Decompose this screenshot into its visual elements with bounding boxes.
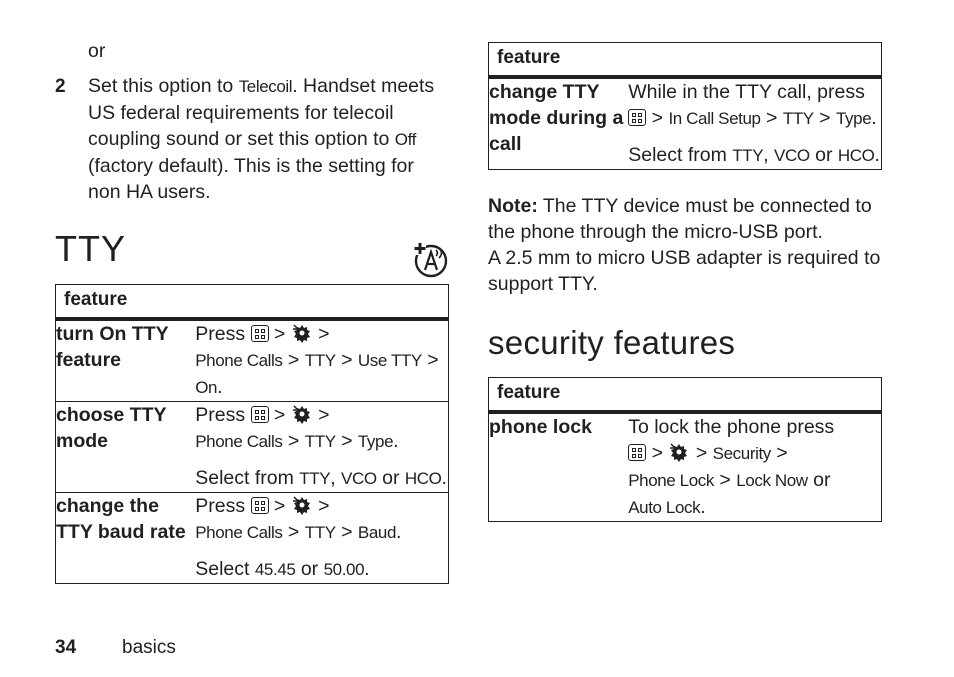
- section-name: basics: [122, 637, 176, 658]
- feature-name: phone lock: [489, 416, 592, 438]
- feature-description: To lock the phone press > > Security > Phone Lock > Lock Now or Auto Lock.: [628, 416, 835, 518]
- off-option: Off: [394, 130, 416, 149]
- telecoil-option: Telecoil: [238, 77, 293, 96]
- feature-description: Press > > Phone Calls > TTY > Type. Select from TTY, VCO or HCO.: [195, 402, 448, 493]
- feature-description: While in the TTY call, press > In Call Setup > TTY > Type. Select from TTY, VCO or HCO.: [628, 81, 880, 166]
- settings-gear-icon: [291, 323, 313, 343]
- menu-key-icon: [251, 406, 269, 423]
- tty-heading: TTY: [55, 228, 126, 269]
- step-number: 2: [55, 76, 66, 97]
- tty-feature-table: [55, 284, 449, 584]
- table-row: [56, 319, 449, 402]
- or-line: or: [88, 40, 106, 62]
- menu-key-icon: [251, 497, 269, 514]
- feature-description: Press > > Phone Calls > TTY > Use TTY > On.: [195, 323, 439, 398]
- security-features-heading: security features: [488, 324, 736, 361]
- hearing-aid-compatible-icon: [411, 240, 449, 278]
- table-row: [489, 412, 882, 522]
- tty-call-feature-table: [488, 42, 882, 170]
- note-paragraph: Note: The TTY device must be connected to the phone through the micro-USB port. A 2.5 mm to micro USB adapter is required to support TTY.: [488, 195, 881, 295]
- table-header: feature: [56, 285, 449, 320]
- feature-name: change the TTY baud rate: [56, 493, 196, 584]
- menu-key-icon: [628, 109, 646, 126]
- feature-description: Press > > Phone Calls > TTY > Baud. Select 45.45 or 50.00.: [195, 493, 448, 584]
- table-header: feature: [489, 43, 882, 78]
- settings-gear-icon: [291, 404, 313, 424]
- menu-key-icon: [251, 325, 269, 342]
- table-header: feature: [489, 378, 882, 413]
- feature-name: change TTY mode during a call: [489, 81, 624, 155]
- table-row: [56, 493, 449, 584]
- feature-name: choose TTY mode: [56, 402, 196, 493]
- page-number: 34: [55, 637, 77, 658]
- note-label: Note:: [488, 195, 538, 217]
- step-text: Set this option to Telecoil. Handset meets US federal requirements for telecoil coupling sound or set this option to Off (factory default). This is the setting for non HA users.: [88, 75, 435, 203]
- table-row: [56, 402, 449, 493]
- menu-key-icon: [628, 444, 646, 461]
- settings-gear-icon: [291, 495, 313, 515]
- feature-name: turn On TTY feature: [56, 323, 169, 371]
- settings-gear-icon: [668, 442, 690, 462]
- security-feature-table: [488, 377, 882, 522]
- table-row: [489, 77, 882, 170]
